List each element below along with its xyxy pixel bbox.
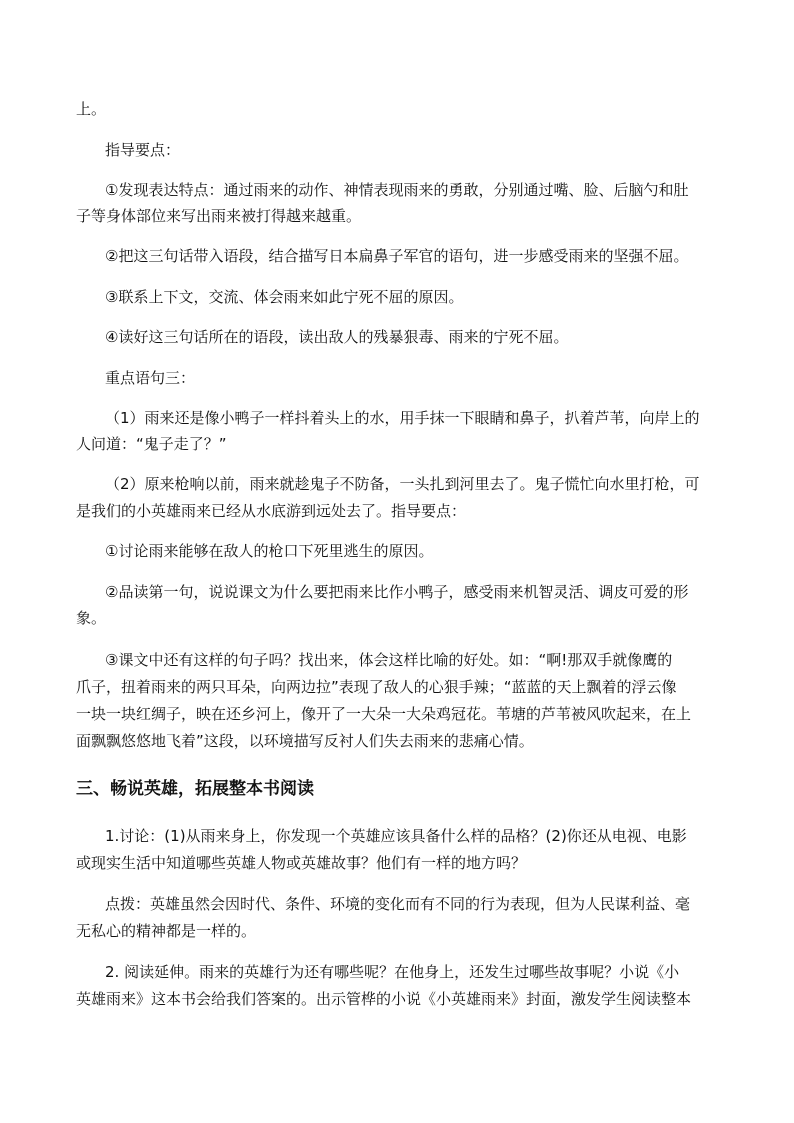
paragraph-line: 无私心的精神都是一样的。 [76,922,257,940]
paragraph-line: 是我们的小英雄雨来已经从水底游到远处去了。指导要点： [76,502,467,520]
paragraph-line: ④读好这三句话所在的语段，读出敌人的残暴狠毒、雨来的宁死不屈。 [105,328,569,346]
paragraph-line: 或现实生活中知道哪些英雄人物或英雄故事？他们有一样的地方吗？ [76,854,527,872]
paragraph-line: 上。 [76,100,107,118]
section-heading: 三、畅说英雄，拓展整本书阅读 [76,779,314,799]
paragraph-line: 象。 [76,609,107,627]
paragraph-line: ③课文中还有这样的句子吗？找出来，体会这样比喻的好处。如：“啊!那双手就像鹰的 [105,651,673,669]
paragraph-line: ①讨论雨来能够在敌人的枪口下死里逃生的原因。 [105,542,434,560]
paragraph-line: 2. 阅读延伸。雨来的英雄行为还有哪些呢？在他身上，还发生过哪些故事呢？小说《小 [105,963,680,981]
paragraph-line: 面飘飘悠悠地飞着”这段，以环境描写反衬人们失去雨来的悲痛心情。 [76,732,534,750]
paragraph-line: ②把这三句话带入语段，结合描写日本扁鼻子军官的语句，进一步感受雨来的坚强不屈。 [105,247,689,265]
paragraph-line: （1）雨来还是像小鸭子一样抖着头上的水，用手抹一下眼睛和鼻子，扒着芦苇，向岸上的 [105,409,700,427]
paragraph-line: 1.讨论：(1)从雨来身上，你发现一个英雄应该具备什么样的品格？(2)你还从电视、电影 [105,827,687,845]
section-label: 重点语句三： [105,369,196,387]
paragraph-line: ①发现表达特点：通过雨来的动作、神情表现雨来的勇敢，分别通过嘴、脸、后脑勺和肚 [105,181,689,199]
paragraph-line: 一块一块红绸子，映在还乡河上，像开了一大朵一大朵鸡冠花。苇塘的芦苇被风吹起来，在上 [76,705,692,723]
paragraph-line: 点拨：英雄虽然会因时代、条件、环境的变化而有不同的行为表现，但为人民谋利益、毫 [105,895,691,913]
paragraph-line: 人问道：“鬼子走了？” [76,435,227,453]
paragraph-line: （2）原来枪响以前，雨来就趁鬼子不防备，一头扎到河里去了。鬼子慌忙向水里打枪，可 [105,475,700,493]
paragraph-line: ②品读第一句，说说课文为什么要把雨来比作小鸭子，感受雨来机智灵活、调皮可爱的形 [105,583,689,601]
paragraph-line: 英雄雨来》这本书会给我们答案的。出示管桦的小说《小英雄雨来》封面，激发学生阅读整本 [76,990,692,1008]
paragraph-line: 子等身体部位来写出雨来被打得越来越重。 [76,207,362,225]
paragraph-line: ③联系上下文，交流、体会雨来如此宁死不屈的原因。 [105,288,464,306]
section-label: 指导要点： [105,141,181,159]
paragraph-line: 爪子，扭着雨来的两只耳朵，向两边拉”表现了敌人的心狠手辣；“蓝蓝的天上飘着的浮云像 [76,678,677,696]
